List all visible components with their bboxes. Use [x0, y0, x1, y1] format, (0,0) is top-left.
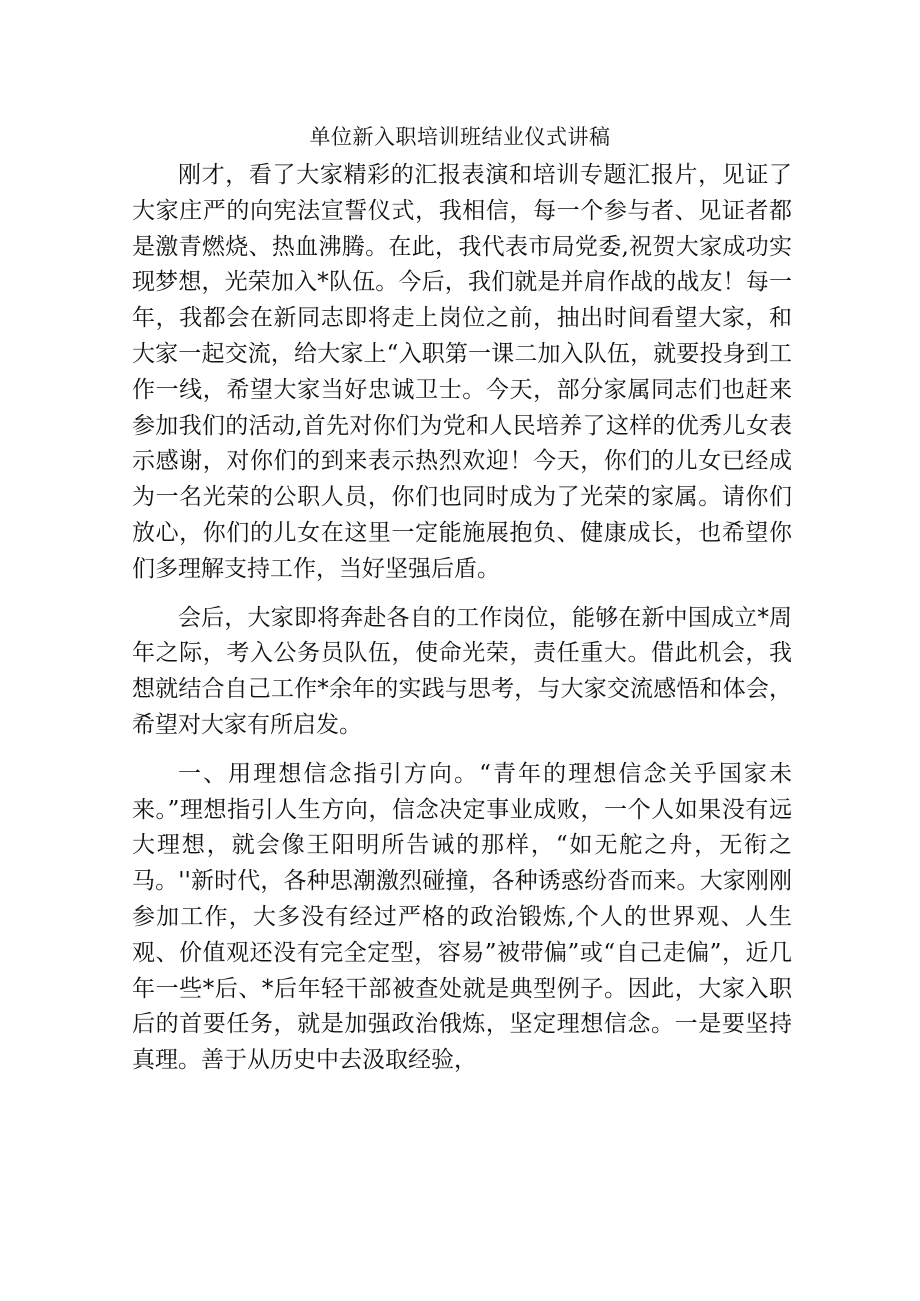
paragraph-section-one: 一、用理想信念指引方向。“青年的理想信念关乎国家未来。”理想指引人生方向，信念决定事业成败，一个人如果没有远大理想，就会像王阳明所告诫的那样，“如无舵之舟，无衔之马。''新时代，各种思潮激烈碰撞，各种诱惑纷沓而来。大家刚刚参加工作，大多没有经过严格的政治锻炼,个人的世界观、人生观、价值观还没有完全定型，容易”被带偏”或“自己走偏”，近几年一些*后、*后年轻干部被查处就是典型例子。因此，大家入职后的首要任务，就是加强政治俄炼，坚定理想信念。一是要坚持真理。善于从历史中去汲取经验， [132, 760, 792, 1074]
document-title: 单位新入职培训班结业仪式讲稿 [309, 125, 611, 149]
paragraph-transition: 会后，大家即将奔赴各自的工作岗位，能够在新中国成立*周年之际，考入公务员队伍，使命光荣，责任重大。借此机会，我想就结合自己工作*余年的实践与思考，与大家交流感悟和体会，希望对大家有所启发。 [132, 604, 792, 738]
paragraph-opening: 刚才，看了大家精彩的汇报表演和培训专题汇报片，见证了大家庄严的向宪法宣誓仪式，我相信，每一个参与者、见证者都是激青燃烧、热血沸腾。在此，我代表市局党委,祝贺大家成功实现梦想，光荣加入*队伍。今后，我们就是并肩作战的战友！每一年，我都会在新同志即将走上岗位之前，抽出时间看望大家，和大家一起交流，给大家上“入职第一课二加入队伍，就要投身到工作一线，希望大家当好忠诚卫士。今天，部分家属同志们也赶来参加我们的活动,首先对你们为党和人民培养了这样的优秀儿女表示感谢，对你们的到来表示热烈欢迎！今天，你们的儿女已经成为一名光荣的公职人员，你们也同时成为了光荣的家属。请你们放心，你们的儿女在这里一定能施展抱负、健康成长，也希望你们多理解支持工作，当好坚强后盾。 [132, 162, 792, 582]
document-body [132, 158, 792, 1079]
